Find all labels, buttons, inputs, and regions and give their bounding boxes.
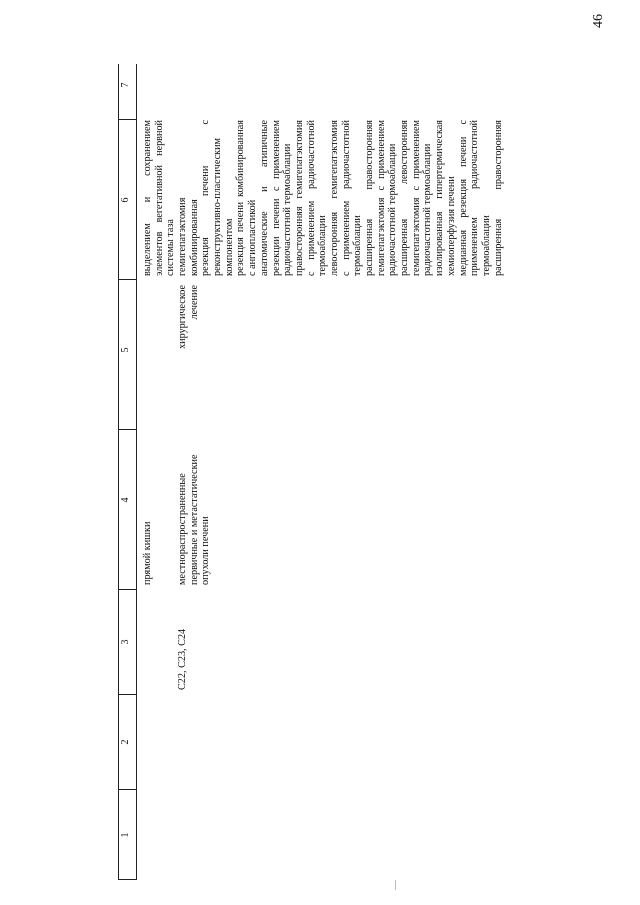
table-cell-line: гемигепатэктомия [177, 197, 188, 276]
row-2-column-3 [177, 594, 189, 690]
table-cell-line: радиочастотной термоаблации [422, 143, 434, 276]
row-2-column-6 [177, 120, 504, 276]
scan-mark [395, 880, 396, 890]
column-divider [118, 589, 136, 590]
table-cell-line: первичные и метастатические [188, 454, 200, 585]
table-cell-line: расширенная правосторонняя [364, 120, 375, 276]
column-number-2: 2 [120, 739, 131, 745]
column-divider [118, 119, 136, 120]
table-cell-line: реконструктивно-пластическим [212, 138, 224, 276]
table-cell-line: применением радиочастотной [469, 120, 481, 276]
row-2-column-4 [177, 420, 212, 585]
table-cell-line: медианная резекция печени с [457, 120, 469, 276]
table-cell-line: комбинированная [188, 199, 200, 276]
table-cell-line: компонентом [223, 218, 235, 276]
table-cell-line: левосторонняя гемигепатэктомия [328, 120, 340, 276]
row-2-column-5 [177, 285, 200, 415]
table-cell-line: термоаблации [317, 215, 329, 276]
table-cell-line: резекция печени с [200, 120, 212, 276]
table-cell-line: с применением радиочастотной [305, 120, 317, 276]
table-cell-line: гемигепатэктомия с применением [375, 120, 387, 276]
table-cell-line: расширенная левосторонняя [399, 120, 411, 276]
table-cell-line: радиочастотной термоаблации [387, 143, 399, 276]
column-number-7: 7 [120, 82, 131, 88]
row-1-column-6 [142, 120, 177, 276]
table-cell-line: с ангиопластикой [247, 199, 259, 276]
table-cell-line: радиочастотной термоаблации [282, 143, 294, 276]
table-cell-line: выделением и сохранением [142, 120, 153, 276]
row-1-column-4 [142, 435, 154, 585]
table-cell-line: резекции печени с применением [270, 120, 282, 276]
table-cell-line: системы таза [165, 219, 177, 276]
column-number-4: 4 [120, 497, 131, 503]
header-bottom-border [136, 64, 137, 880]
table-cell-line: гемигепатэктомия с применением [410, 120, 422, 276]
column-divider [118, 879, 136, 880]
column-divider [118, 429, 136, 430]
table-cell-line: с применением радиочастотной [340, 120, 352, 276]
column-number-3: 3 [120, 639, 131, 645]
table-cell-line: прямой кишки [142, 521, 153, 585]
table-cell-line: хирургическое [177, 285, 188, 349]
table-cell-line: резекция печени комбинированная [235, 120, 247, 276]
table-cell-line: термоаблации [352, 215, 364, 276]
column-divider [118, 279, 136, 280]
table-cell-line: расширенная правосторонняя [492, 120, 504, 276]
table-cell-line: хемиоперфузия печени [445, 176, 457, 276]
icd-code: C22, C23, C24 [177, 628, 188, 690]
table-cell-line: лечение [188, 285, 200, 320]
column-divider [118, 789, 136, 790]
table-cell-line: местнораспространенные [177, 473, 188, 585]
table-cell-line: элементов вегетативной нервной [153, 120, 165, 276]
column-number-1: 1 [120, 832, 131, 838]
column-number-6: 6 [120, 197, 131, 203]
rotated-table [118, 64, 608, 880]
table-cell-line: термоаблации [480, 215, 492, 276]
column-number-5: 5 [120, 347, 131, 353]
table-cell-line: правосторонняя гемигепатэктомия [293, 120, 305, 276]
table-cell-line: изолированная гипертермическая [434, 120, 446, 276]
table-cell-line: опухоли печени [200, 516, 212, 585]
table-cell-line: анатомические и атипичные [258, 120, 270, 276]
column-divider [118, 694, 136, 695]
page-number: 46 [591, 14, 606, 28]
